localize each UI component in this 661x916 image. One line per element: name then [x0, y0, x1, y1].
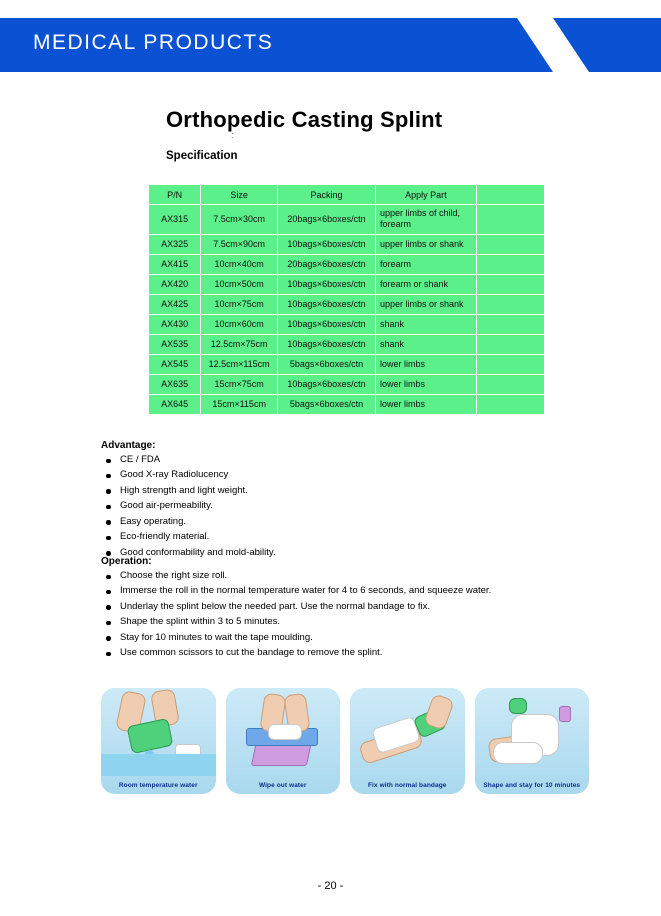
- cell-apply-part: upper limbs or shank: [375, 234, 476, 254]
- cell-blank: [476, 354, 544, 374]
- table-row: [149, 394, 545, 414]
- cell-apply-part: lower limbs: [375, 394, 476, 414]
- cell-size: 10cm×60cm: [201, 314, 278, 334]
- cell-packing: 10bags×6boxes/ctn: [278, 274, 376, 294]
- page-title: Orthopedic Casting Splint: [166, 107, 443, 132]
- operation-item: Use common scissors to cut the bandage to remove the splint.: [101, 648, 491, 659]
- cell-pn: AX420: [149, 274, 201, 294]
- photo-fix-with-normal-bandage: [350, 688, 465, 794]
- cell-size: 10cm×40cm: [201, 254, 278, 274]
- cell-size: 12.5cm×115cm: [201, 354, 278, 374]
- title-marker: :: [231, 130, 234, 140]
- cell-pn: AX425: [149, 294, 201, 314]
- cell-packing: 5bags×6boxes/ctn: [278, 354, 376, 374]
- advantage-item: Easy operating.: [101, 517, 276, 528]
- table-row: [149, 334, 545, 354]
- cell-size: 12.5cm×75cm: [201, 334, 278, 354]
- operation-item: Underlay the splint below the needed part. Use the normal bandage to fix.: [101, 602, 491, 613]
- cell-pn: AX545: [149, 354, 201, 374]
- photo-shape-and-stay: [475, 688, 590, 794]
- cell-size: 10cm×75cm: [201, 294, 278, 314]
- advantage-item: Good conformability and mold-ability.: [101, 548, 276, 559]
- cell-pn: AX535: [149, 334, 201, 354]
- cell-packing: 10bags×6boxes/ctn: [278, 294, 376, 314]
- operation-list: [101, 571, 491, 659]
- cell-blank: [476, 234, 544, 254]
- table-row: [149, 374, 545, 394]
- cell-packing: 20bags×6boxes/ctn: [278, 254, 376, 274]
- operation-section: [101, 556, 491, 664]
- advantage-item: Good X-ray Radiolucency: [101, 470, 276, 481]
- column-header-apply-part: Apply Part: [375, 185, 476, 205]
- cell-blank: [476, 374, 544, 394]
- cell-apply-part: shank: [375, 314, 476, 334]
- cell-size: 7.5cm×30cm: [201, 205, 278, 235]
- cell-size: 7.5cm×90cm: [201, 234, 278, 254]
- cell-blank: [476, 334, 544, 354]
- operation-item: Immerse the roll in the normal temperature water for 4 to 6 seconds, and squeeze water.: [101, 586, 491, 597]
- table-row: [149, 354, 545, 374]
- table-row: [149, 205, 545, 235]
- instruction-photo-strip: [101, 688, 589, 794]
- cell-size: 15cm×75cm: [201, 374, 278, 394]
- cell-size: 10cm×50cm: [201, 274, 278, 294]
- cell-packing: 10bags×6boxes/ctn: [278, 234, 376, 254]
- advantage-item: High strength and light weight.: [101, 486, 276, 497]
- cell-apply-part: forearm or shank: [375, 274, 476, 294]
- specification-table: [148, 184, 545, 415]
- cell-blank: [476, 254, 544, 274]
- cell-pn: AX315: [149, 205, 201, 235]
- cell-apply-part: upper limbs of child, forearm: [375, 205, 476, 235]
- advantage-list: [101, 455, 276, 558]
- photo-caption: Wipe out water: [258, 782, 307, 789]
- table-row: [149, 234, 545, 254]
- cell-size: 15cm×115cm: [201, 394, 278, 414]
- photo-room-temperature-water: [101, 688, 216, 794]
- cell-packing: 10bags×6boxes/ctn: [278, 334, 376, 354]
- photo-caption: Room temperature water: [118, 782, 198, 789]
- advantage-section: [101, 440, 276, 563]
- page-header-banner: [0, 18, 661, 72]
- cell-packing: 10bags×6boxes/ctn: [278, 374, 376, 394]
- page-number: - 20 -: [317, 880, 344, 892]
- cell-pn: AX325: [149, 234, 201, 254]
- cell-pn: AX430: [149, 314, 201, 334]
- table-row: [149, 274, 545, 294]
- cell-blank: [476, 314, 544, 334]
- cell-blank: [476, 294, 544, 314]
- advantage-item: CE / FDA: [101, 455, 276, 466]
- cell-blank: [476, 394, 544, 414]
- photo-caption: Fix with normal bandage: [367, 782, 447, 789]
- cell-packing: 10bags×6boxes/ctn: [278, 314, 376, 334]
- table-row: [149, 294, 545, 314]
- advantage-item: Eco-friendly material.: [101, 532, 276, 543]
- banner-wedge-blue: [361, 18, 661, 72]
- advantage-item: Good air-permeability.: [101, 501, 276, 512]
- cell-pn: AX415: [149, 254, 201, 274]
- photo-wipe-out-water: [226, 688, 341, 794]
- table-row: [149, 254, 545, 274]
- cell-blank: [476, 205, 544, 235]
- cell-blank: [476, 274, 544, 294]
- operation-heading: Operation:: [101, 556, 152, 567]
- operation-item: Choose the right size roll.: [101, 571, 491, 582]
- table-row: [149, 314, 545, 334]
- operation-item: Shape the splint within 3 to 5 minutes.: [101, 617, 491, 628]
- photo-caption: Shape and stay for 10 minutes: [483, 782, 581, 789]
- column-header-size: Size: [201, 185, 278, 205]
- table-header-row: [149, 185, 545, 205]
- cell-pn: AX635: [149, 374, 201, 394]
- cell-apply-part: lower limbs: [375, 374, 476, 394]
- cell-apply-part: forearm: [375, 254, 476, 274]
- column-header-packing: Packing: [278, 185, 376, 205]
- cell-pn: AX645: [149, 394, 201, 414]
- cell-apply-part: shank: [375, 334, 476, 354]
- cell-apply-part: upper limbs or shank: [375, 294, 476, 314]
- specification-label: Specification: [166, 150, 238, 162]
- banner-title: MEDICAL PRODUCTS: [33, 31, 274, 54]
- column-header-blank: [476, 185, 544, 205]
- cell-packing: 20bags×6boxes/ctn: [278, 205, 376, 235]
- cell-apply-part: lower limbs: [375, 354, 476, 374]
- column-header-pn: P/N: [149, 185, 201, 205]
- cell-packing: 5bags×6boxes/ctn: [278, 394, 376, 414]
- advantage-heading: Advantage:: [101, 440, 156, 451]
- operation-item: Stay for 10 minutes to wait the tape moulding.: [101, 633, 491, 644]
